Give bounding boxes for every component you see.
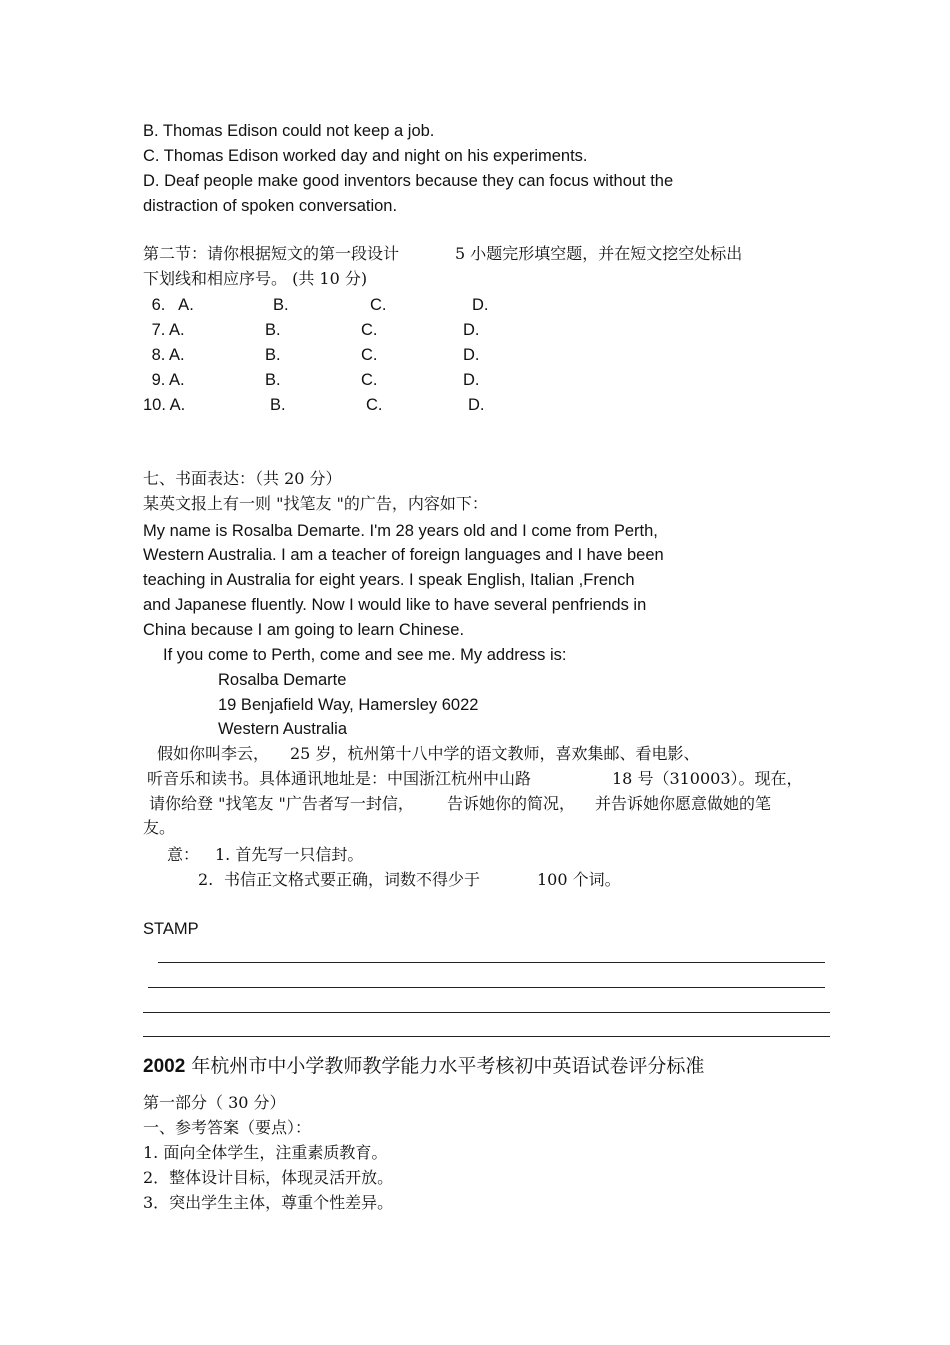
cloze-row-6-c: C. <box>370 296 387 314</box>
ad-line-4: and Japanese fluently. Now I would like to have several penfriends in <box>143 596 647 614</box>
scoring-title-year: 2002 <box>143 1056 186 1077</box>
answer-point-3: 3．突出学生主体，尊重个性差异。 <box>143 1193 394 1212</box>
task-line-3b: 告诉她你的简况， <box>447 794 576 813</box>
cloze-row-10-b: B. <box>270 396 286 414</box>
writing-line-3 <box>143 1012 830 1013</box>
cloze-row-9-d: D. <box>463 371 480 389</box>
task-line-2b: 18 号（310003）。现在， <box>612 769 803 788</box>
writing-line-2 <box>148 987 825 988</box>
answer-point-2: 2．整体设计目标，体现灵活开放。 <box>143 1168 394 1187</box>
cloze-row-6-a: 6. A. <box>147 296 194 314</box>
writing-line-1 <box>158 962 825 963</box>
cloze-row-10-c: C. <box>366 396 383 414</box>
option-c: C. Thomas Edison worked day and night on his experiments. <box>143 147 588 165</box>
scoring-title <box>143 1054 704 1079</box>
task-line-2a: 听音乐和读书。具体通讯地址是：中国浙江杭州中山路 <box>147 769 532 788</box>
task-line-1a: 假如你叫李云， <box>157 744 270 763</box>
cloze-row-7-b: B. <box>265 321 281 339</box>
cloze-row-8-b: B. <box>265 346 281 364</box>
cloze-row-9-a: 9. A. <box>147 371 185 389</box>
cloze-row-6-b: B. <box>273 296 289 314</box>
answer-header: 一、参考答案（要点）： <box>143 1118 312 1137</box>
address-street: 19 Benjafield Way, Hamersley 6022 <box>218 696 479 714</box>
ad-line-2: Western Australia. I am a teacher of foreign languages and I have been <box>143 546 664 564</box>
option-b: B. Thomas Edison could not keep a job. <box>143 122 435 140</box>
cloze-row-10-d: D. <box>468 396 485 414</box>
answer-point-1: 1. 面向全体学生，注重素质教育。 <box>143 1143 388 1162</box>
option-d-continued: distraction of spoken conversation. <box>143 197 398 215</box>
note-item-2b: 100 个词。 <box>537 870 621 889</box>
note-item-2a: 书信正文格式要正确，词数不得少于 <box>224 870 481 889</box>
ad-line-5: China because I am going to learn Chinese. <box>143 621 465 639</box>
writing-intro: 某英文报上有一则 "找笔友 "的广告，内容如下： <box>143 494 488 513</box>
cloze-row-8-d: D. <box>463 346 480 364</box>
option-d: D. Deaf people make good inventors because they can focus without the <box>143 172 674 190</box>
cloze-row-10-a: 10. A. <box>143 396 186 414</box>
cloze-row-9-c: C. <box>361 371 378 389</box>
ad-line-3: teaching in Australia for eight years. I speak English, Italian ,French <box>143 571 635 589</box>
writing-title: 七、书面表达：（共 20 分） <box>143 469 342 488</box>
cloze-row-9-b: B. <box>265 371 281 389</box>
cloze-row-7-d: D. <box>463 321 480 339</box>
ad-line-1: My name is Rosalba Demarte. I'm 28 years old and I come from Perth, <box>143 522 658 540</box>
stamp-label: STAMP <box>143 920 199 938</box>
section2-instruction-line2: 下划线和相应序号。 (共 10 分) <box>143 269 368 288</box>
task-line-3c: 并告诉她你愿意做她的笔 <box>595 794 772 813</box>
cloze-row-7-a: 7. A. <box>147 321 185 339</box>
writing-line-4 <box>143 1036 830 1037</box>
cloze-row-6-d: D. <box>472 296 489 314</box>
task-line-3a: 请你给登 "找笔友 "广告者写一封信， <box>149 794 414 813</box>
cloze-row-8-c: C. <box>361 346 378 364</box>
part1-heading: 第一部分（ 30 分） <box>143 1093 286 1112</box>
section2-instruction-part2: 5 小题完形填空题，并在短文挖空处标出 <box>455 244 743 263</box>
section2-instruction-part1: 第二节：请你根据短文的第一段设计 <box>143 244 400 263</box>
address-region: Western Australia <box>218 720 348 738</box>
cloze-row-7-c: C. <box>361 321 378 339</box>
note-item-1: 1. 首先写一只信封。 <box>215 845 364 864</box>
scoring-title-text: 年杭州市中小学教师教学能力水平考核初中英语试卷评分标准 <box>185 1055 705 1077</box>
ad-visit-line: If you come to Perth, come and see me. My address is: <box>163 646 567 664</box>
address-name: Rosalba Demarte <box>218 671 347 689</box>
cloze-row-8-a: 8. A. <box>147 346 185 364</box>
task-line-4: 友。 <box>143 818 176 837</box>
note-label: 意： <box>167 845 200 864</box>
note-item-2-number: 2. <box>198 870 214 889</box>
task-line-1b: 25 岁，杭州第十八中学的语文教师，喜欢集邮、看电影、 <box>290 744 700 763</box>
